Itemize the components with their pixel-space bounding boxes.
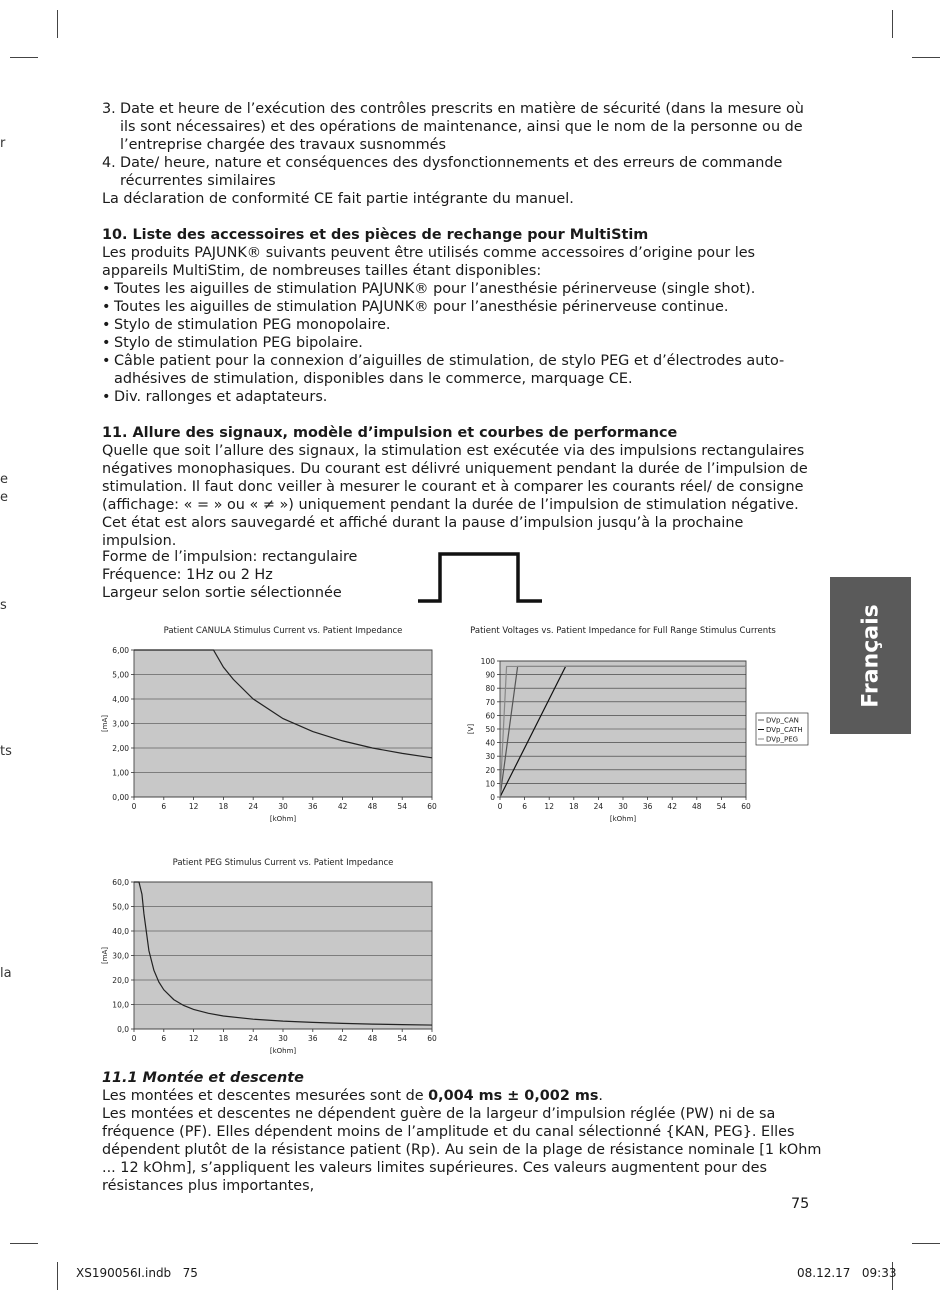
y-tick-label: 6,00: [112, 646, 129, 655]
y-tick-label: 10,0: [112, 1000, 129, 1010]
x-tick-label: 60: [427, 1034, 437, 1043]
x-tick-label: 48: [367, 802, 378, 811]
rise-fall-values: [102, 1087, 822, 1105]
x-tick-label: 60: [741, 802, 751, 811]
section-11-body: Quelle que soit l’allure des signaux, la stimulation est exécutée via des impulsions rectangulaires négatives monophasiques. Du courant est délivré uniquement pendant la durée de l’impulsion de stimulation. Il faut donc veiller à mesurer le courant et à comparer les courants réel/ de consigne (affichage: « = » ou « ≠ ») uniquement pendant la durée de l’impulsion de stimulation négative. Cet état est alors sauvegardé et affiché durant la pause d’impulsion jusqu’à la prochaine impulsion.: [102, 443, 808, 549]
chart-title: Patient CANULA Stimulus Current vs. Patient Impedance: [163, 626, 403, 636]
margin-fragment: e: [0, 490, 8, 505]
x-tick-label: 48: [367, 1034, 378, 1043]
x-tick-label: 18: [218, 1034, 229, 1043]
bullet-text: Toutes les aiguilles de stimulation PAJUNK® pour l’anesthésie périnerveuse (single shot).: [114, 281, 756, 297]
y-tick-label: 1,00: [112, 768, 129, 778]
chart-title: Patient Voltages vs. Patient Impedance for Full Range Stimulus Currents: [470, 626, 776, 636]
x-tick-label: 6: [161, 1034, 167, 1043]
y-axis-label: [mA]: [101, 946, 109, 965]
x-tick-label: 24: [593, 802, 604, 811]
bullet-text: Stylo de stimulation PEG monopolaire.: [114, 317, 391, 333]
x-tick-label: 6: [161, 802, 167, 811]
bullet-glyph: •: [102, 389, 111, 405]
x-tick-label: 42: [667, 802, 677, 811]
x-tick-label: 6: [522, 802, 527, 811]
y-tick-label: 4,00: [112, 695, 129, 704]
bullet-text: Toutes les aiguilles de stimulation PAJUNK® pour l’anesthésie périnerveuse continue.: [114, 299, 729, 315]
x-tick-label: 36: [308, 802, 318, 811]
bullet-item: [102, 280, 822, 298]
page-number: 75: [791, 1196, 810, 1212]
pulse-form-line: Forme de l’impulsion: rectangulaire: [102, 549, 358, 565]
x-tick-label: 18: [218, 802, 229, 811]
bullet-item: [102, 316, 822, 334]
y-axis-label: [V]: [467, 723, 475, 735]
footer-timestamp: 08.12.17 09:33: [797, 1266, 897, 1280]
x-tick-label: 42: [337, 1034, 348, 1043]
margin-fragment: la: [0, 966, 12, 981]
list-number: 3.: [102, 101, 116, 117]
chart-peg-current: [96, 852, 442, 1062]
x-tick-label: 54: [397, 1034, 407, 1043]
y-tick-label: 3,00: [112, 719, 129, 729]
x-tick-label: 24: [248, 1034, 258, 1043]
y-tick-label: 80: [485, 684, 495, 694]
x-axis-label: [kOhm]: [269, 1047, 297, 1055]
bullet-text: Câble patient pour la connexion d’aiguilles de stimulation, de stylo PEG et d’électrodes auto-adhésives de stimulation, disponibles dans le commerce, marquage CE.: [114, 353, 785, 387]
bullet-glyph: •: [102, 299, 111, 315]
bullet-item: [102, 388, 822, 406]
ce-declaration: La déclaration de conformité CE fait partie intégrante du manuel.: [102, 191, 574, 207]
y-tick-label: 50: [485, 725, 495, 734]
bullet-glyph: •: [102, 353, 111, 369]
bullet-item: [102, 334, 822, 352]
x-tick-label: 54: [716, 802, 727, 811]
chart-patient-voltages: [462, 620, 812, 830]
y-tick-label: 30,0: [112, 951, 129, 961]
pulse-description: [102, 548, 357, 602]
crop-mark: [57, 10, 58, 38]
x-tick-label: 54: [397, 802, 407, 811]
margin-fragment: s: [0, 598, 7, 613]
y-tick-label: 0: [490, 793, 495, 802]
x-tick-label: 12: [188, 1034, 199, 1043]
section-11-heading: 11. Allure des signaux, modèle d’impulsion et courbes de performance: [102, 425, 678, 441]
legend-label: DVp_PEG: [766, 735, 799, 744]
y-tick-label: 0,00: [112, 793, 129, 802]
x-tick-label: 30: [618, 802, 628, 811]
legend-label: DVp_CAN: [766, 716, 799, 725]
list-item: [102, 154, 822, 190]
y-tick-label: 60,0: [112, 878, 129, 887]
x-tick-label: 0: [131, 802, 137, 811]
y-tick-label: 10: [485, 779, 495, 789]
footer-file: XS190056I.indb 75: [76, 1266, 198, 1280]
x-tick-label: 12: [188, 802, 199, 811]
x-tick-label: 30: [278, 1034, 288, 1043]
bullet-item: [102, 298, 822, 316]
bullet-text: Div. rallonges et adaptateurs.: [114, 389, 328, 405]
y-tick-label: 90: [485, 670, 495, 680]
crop-mark: [892, 10, 893, 38]
x-tick-label: 60: [427, 802, 437, 811]
y-tick-label: 5,00: [112, 670, 129, 680]
bullet-text: Stylo de stimulation PEG bipolaire.: [114, 335, 363, 351]
x-axis-label: [kOhm]: [609, 815, 637, 823]
x-tick-label: 36: [308, 1034, 318, 1043]
margin-fragment: e: [0, 472, 8, 487]
bullet-item: [102, 352, 822, 388]
section-10-intro: Les produits PAJUNK® suivants peuvent être utilisés comme accessoires d’origine pour les appareils MultiStim, de nombreuses tailles étant disponibles:: [102, 245, 756, 279]
y-tick-label: 20: [485, 765, 495, 775]
y-tick-label: 30: [485, 752, 495, 762]
y-tick-label: 40,0: [112, 927, 129, 936]
x-tick-label: 18: [569, 802, 579, 811]
list-number: 4.: [102, 155, 116, 171]
bullet-glyph: •: [102, 317, 111, 333]
x-tick-label: 42: [337, 802, 348, 811]
x-tick-label: 0: [131, 1034, 137, 1043]
section-11-1-heading: 11.1 Montée et descente: [102, 1070, 304, 1086]
crop-mark: [10, 1243, 38, 1244]
crop-mark: [912, 57, 940, 58]
x-tick-label: 30: [278, 802, 288, 811]
crop-mark: [912, 1243, 940, 1244]
y-tick-label: 40: [485, 738, 495, 748]
y-axis-label: [mA]: [101, 714, 109, 733]
margin-fragment: ts: [0, 744, 12, 759]
chart-canula-current: [96, 620, 442, 830]
y-tick-label: 20,0: [112, 976, 129, 985]
legend-label: DVp_CATH: [766, 726, 803, 734]
x-tick-label: 24: [248, 802, 258, 811]
x-axis-label: [kOhm]: [269, 815, 297, 823]
crop-mark: [57, 1262, 58, 1290]
y-tick-label: 70: [485, 697, 495, 707]
chart-title: Patient PEG Stimulus Current vs. Patient Impedance: [172, 858, 394, 868]
crop-mark: [10, 57, 38, 58]
x-tick-label: 36: [642, 802, 653, 811]
list-item-text: Date/ heure, nature et conséquences des dysfonctionnements et des erreurs de commande récurrentes similaires: [120, 155, 783, 189]
pulse-width-line: Largeur selon sortie sélectionnée: [102, 585, 342, 601]
section-10-heading: 10. Liste des accessoires et des pièces de rechange pour MultiStim: [102, 227, 649, 243]
x-tick-label: 48: [692, 802, 702, 811]
y-tick-label: 50,0: [112, 902, 129, 912]
section-11-1: [102, 1069, 822, 1195]
y-tick-label: 2,00: [112, 744, 129, 753]
main-text: [102, 100, 822, 550]
language-tab-label: Français: [858, 603, 883, 708]
language-tab: [830, 577, 911, 734]
x-tick-label: 0: [497, 802, 503, 811]
bullet-glyph: •: [102, 281, 111, 297]
rectangular-pulse-diagram: [416, 550, 546, 606]
x-tick-label: 12: [544, 802, 554, 811]
rise-fall-period: .: [598, 1088, 603, 1104]
rise-fall-value: 0,004 ms ± 0,002 ms: [428, 1088, 599, 1104]
rise-fall-text: Les montées et descentes mesurées sont de: [102, 1088, 429, 1104]
section-11-1-body: Les montées et descentes ne dépendent guère de la largeur d’impulsion réglée (PW) ni de sa fréquence (PF). Elles dépendent moins de l’amplitude et du canal sélectionné {KAN, PEG}. Elles dépendent plutôt de la résistance patient (Rp). Au sein de la plage de résistance nominale [1 kOhm ... 12 kOhm], s’appliquent les valeurs limites supérieures. Ces valeurs augmentent pour des résistances plus importantes,: [102, 1106, 822, 1194]
y-tick-label: 100: [480, 657, 495, 666]
pulse-frequency-line: Fréquence: 1Hz ou 2 Hz: [102, 567, 273, 583]
bullet-glyph: •: [102, 335, 111, 351]
y-tick-label: 0,0: [117, 1025, 129, 1034]
list-item: [102, 100, 822, 154]
margin-fragment: r: [0, 136, 6, 151]
y-tick-label: 60: [485, 711, 495, 721]
list-item-text: Date et heure de l’exécution des contrôles prescrits en matière de sécurité (dans la mesure où ils sont nécessaires) et des opérations de maintenance, ainsi que le nom de la personne ou de l’entreprise chargée des travaux susnommés: [120, 101, 804, 153]
